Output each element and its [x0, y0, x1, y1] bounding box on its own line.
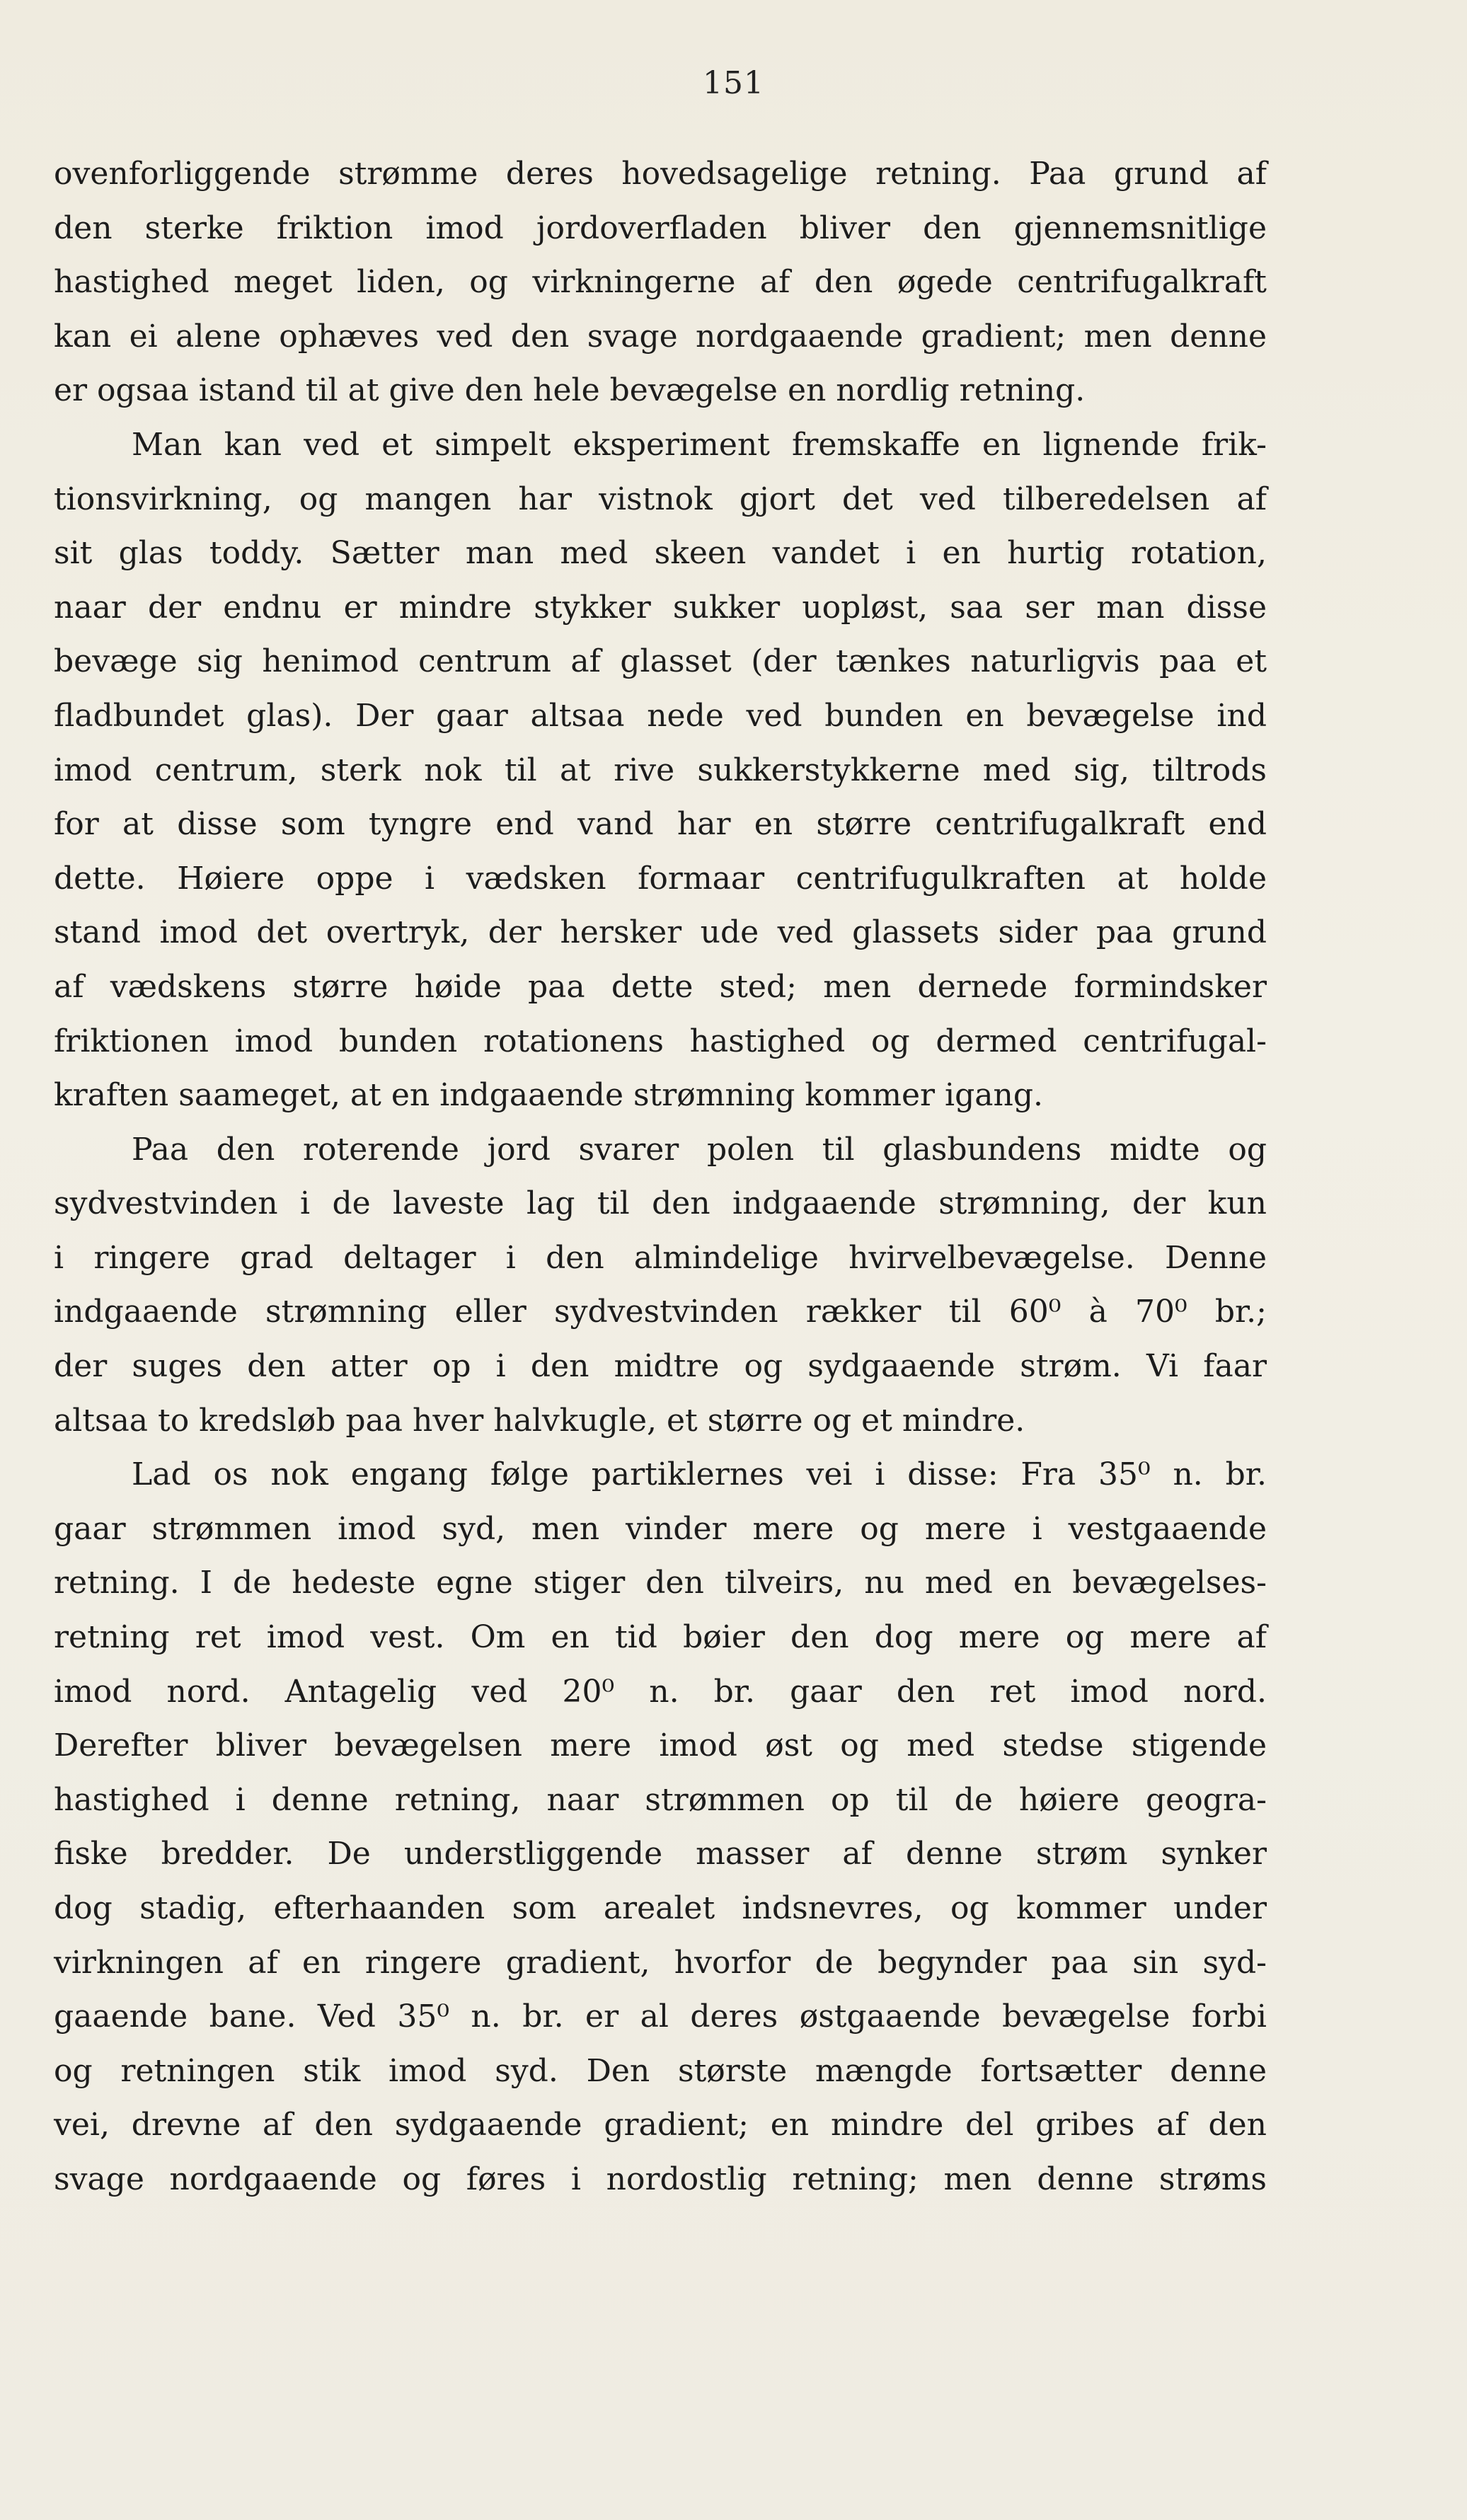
text-line: kan ei alene ophæves ved den svage nordgaaende gradient; men denne — [54, 318, 1267, 355]
text-line: gaar strømmen imod syd, men vinder mere og mere i vestgaaende — [54, 1510, 1267, 1547]
text-line: er ogsaa istand til at give den hele bevægelse en nordlig retning. — [54, 372, 1086, 409]
text-line: hastighed meget liden, og virkningerne af den øgede centrifugalkraft — [54, 264, 1267, 301]
paragraph — [54, 1123, 1267, 1449]
text-line: dog stadig, efterhaanden som arealet indsnevres, og kommer under — [54, 1890, 1267, 1926]
text-line: retning ret imod vest. Om en tid bøier den dog mere og mere af — [54, 1619, 1267, 1656]
paragraph — [54, 147, 1267, 418]
text-line: retning. I de hedeste egne stiger den tilveirs, nu med en bevægelses- — [54, 1565, 1267, 1601]
text-line: og retningen stik imod syd. Den største mængde fortsætter denne — [54, 2052, 1267, 2089]
text-line: virkningen af en ringere gradient, hvorfor de begynder paa sin syd- — [54, 1944, 1267, 1981]
text-line: der suges den atter op i den midtre og sydgaaende strøm. Vi faar — [54, 1348, 1267, 1385]
text-line: imod centrum, sterk nok til at rive sukkerstykkerne med sig, tiltrods — [54, 752, 1267, 788]
text-line: svage nordgaaende og føres i nordostlig retning; men denne strøms — [54, 2161, 1267, 2197]
text-line: Lad os nok engang følge partiklernes vei i disse: Fra 35⁰ n. br. — [132, 1456, 1267, 1493]
text-line: dette. Høiere oppe i vædsken formaar centrifugulkraften at holde — [54, 860, 1267, 897]
text-line: hastighed i denne retning, naar strømmen op til de høiere geogra- — [54, 1781, 1267, 1818]
text-line: sydvestvinden i de laveste lag til den indgaaende strømning, der kun — [54, 1185, 1267, 1222]
paragraph — [54, 418, 1267, 1123]
text-line: Derefter bliver bevægelsen mere imod øst og med stedse stigende — [54, 1727, 1267, 1764]
text-line: sit glas toddy. Sætter man med skeen vandet i en hurtig rotation, — [54, 535, 1267, 572]
text-line: friktionen imod bunden rotationens hastighed og dermed centrifugal- — [54, 1023, 1267, 1059]
text-line: fladbundet glas). Der gaar altsaa nede ved bunden en bevægelse ind — [54, 697, 1267, 734]
text-line: gaaende bane. Ved 35⁰ n. br. er al deres østgaaende bevægelse forbi — [54, 1998, 1267, 2035]
text-line: af vædskens større høide paa dette sted; men dernede formindsker — [54, 968, 1267, 1005]
text-line: ovenforliggende strømme deres hovedsagelige retning. Paa grund af — [54, 156, 1267, 192]
paragraph — [54, 1448, 1267, 2207]
text-line: bevæge sig henimod centrum af glasset (der tænkes naturligvis paa et — [54, 643, 1267, 680]
text-line: indgaaende strømning eller sydvestvinden rækker til 60⁰ à 70⁰ br.; — [54, 1294, 1267, 1330]
text-line: i ringere grad deltager i den almindelige hvirvelbevægelse. Denne — [54, 1239, 1267, 1276]
text-line: stand imod det overtryk, der hersker ude ved glassets sider paa grund — [54, 914, 1267, 951]
text-line: kraften saameget, at en indgaaende strømning kommer igang. — [54, 1077, 1043, 1114]
text-line: naar der endnu er mindre stykker sukker uopløst, saa ser man disse — [54, 589, 1267, 626]
page-number: 151 — [703, 65, 764, 101]
text-line: Man kan ved et simpelt eksperiment fremskaffe en lignende frik- — [132, 426, 1267, 463]
text-line: tionsvirkning, og mangen har vistnok gjort det ved tilberedelsen af — [54, 481, 1267, 517]
text-line: for at disse som tyngre end vand har en større centrifugalkraft end — [54, 806, 1267, 843]
body-text — [54, 147, 1267, 2207]
text-line: imod nord. Antagelig ved 20⁰ n. br. gaar den ret imod nord. — [54, 1673, 1267, 1710]
text-line: Paa den roterende jord svarer polen til glasbundens midte og — [132, 1131, 1267, 1168]
text-line: altsaa to kredsløb paa hver halvkugle, et større og et mindre. — [54, 1402, 1025, 1439]
text-line: den sterke friktion imod jordoverfladen bliver den gjennemsnitlige — [54, 209, 1267, 246]
text-line: vei, drevne af den sydgaaende gradient; en mindre del gribes af den — [54, 2107, 1267, 2144]
text-line: fiske bredder. De understliggende masser af denne strøm synker — [54, 1836, 1267, 1872]
